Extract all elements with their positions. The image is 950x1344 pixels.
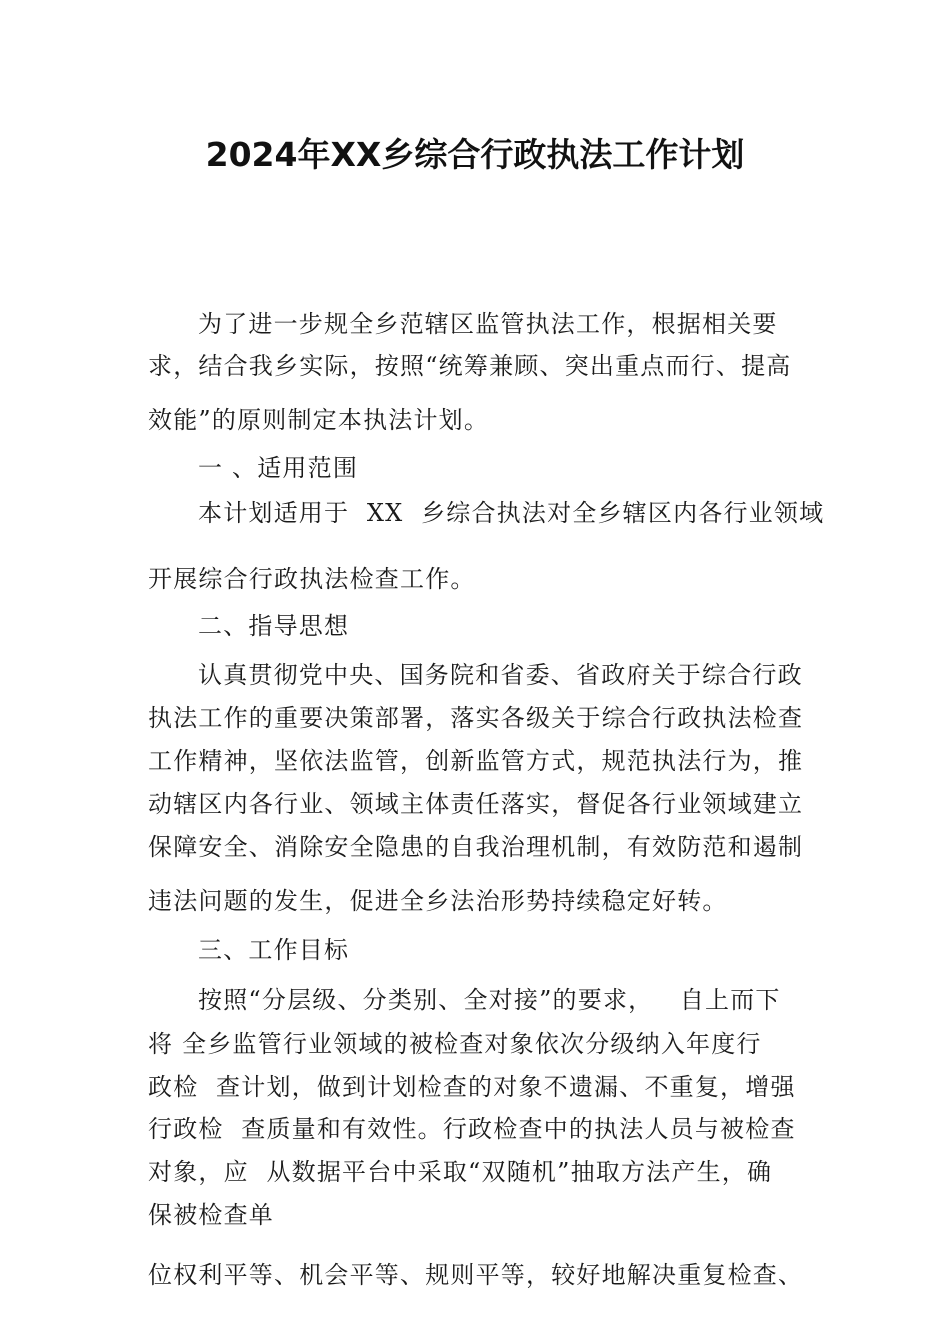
paragraph-line: 行政检 查质量和有效性。行政检查中的执法人员与被检查	[148, 1115, 796, 1143]
paragraph-line: 违法问题的发生，促进全乡法治形势持续稳定好转。	[148, 887, 728, 915]
paragraph-line: 求，结合我乡实际，按照“统筹兼顾、突出重点而行、提高	[148, 352, 792, 380]
paragraph-line: 执法工作的重要决策部署，落实各级关于综合行政执法检查	[148, 704, 804, 732]
document-title: 2024年XX乡综合行政执法工作计划	[205, 135, 745, 174]
paragraph-line: 保障安全、消除安全隐患的自我治理机制，有效防范和遏制	[148, 833, 804, 861]
paragraph-line: 为了进一步规全乡范辖区监管执法工作，根据相关要	[198, 310, 778, 338]
paragraph-line: 动辖区内各行业、领域主体责任落实，督促各行业领域建立	[148, 790, 804, 818]
paragraph-line: 位权利平等、机会平等、规则平等，较好地解决重复检查、	[148, 1261, 804, 1289]
paragraph-line: 按照“分层级、分类别、全对接”的要求， 自上而下	[198, 986, 781, 1014]
paragraph-line: 工作精神，坚依法监管，创新监管方式，规范执法行为，推	[148, 747, 804, 775]
paragraph-line: 政检 查计划，做到计划检查的对象不遗漏、不重复，增强	[148, 1073, 796, 1101]
paragraph-line: 本计划适用于 XX 乡综合执法对全乡辖区内各行业领域	[198, 499, 825, 527]
paragraph-line: 开展综合行政执法检查工作。	[148, 565, 476, 593]
section-heading: 一 、适用范围	[198, 454, 359, 482]
paragraph-line: 对象，应 从数据平台中采取“双随机”抽取方法产生，确	[148, 1158, 773, 1186]
section-heading: 三、工作目标	[198, 936, 350, 964]
section-heading: 二、指导思想	[198, 612, 350, 640]
paragraph-line: 效能”的原则制定本执法计划。	[148, 406, 490, 434]
paragraph-line: 将 全乡监管行业领域的被检查对象依次分级纳入年度行	[148, 1030, 762, 1058]
paragraph-line: 保被检查单	[148, 1201, 274, 1229]
paragraph-line: 认真贯彻党中央、国务院和省委、省政府关于综合行政	[198, 661, 803, 689]
